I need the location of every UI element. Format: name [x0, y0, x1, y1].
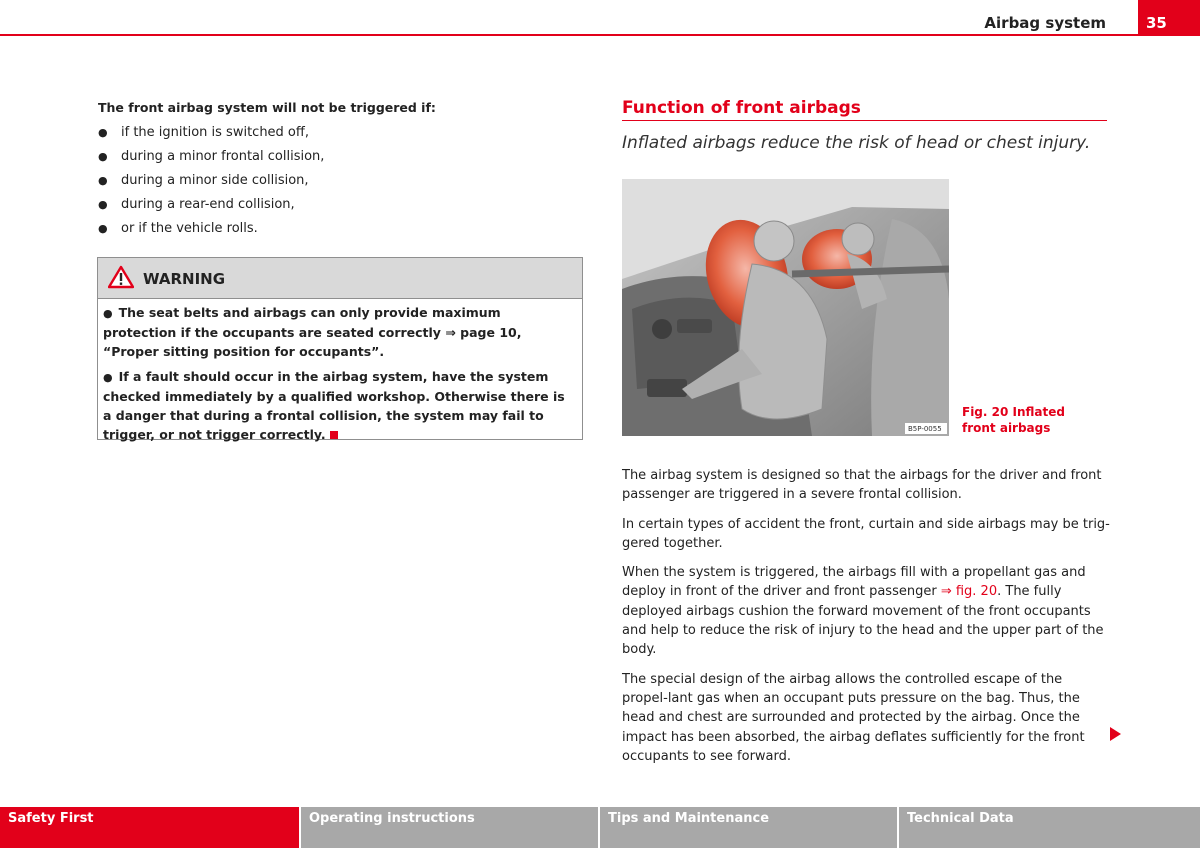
- list-item: ● during a rear-end collision,: [98, 193, 584, 217]
- warning-text: The seat belts and airbags can only provide maximum protection if the occupants are seated correctly: [103, 305, 501, 340]
- warning-body: [98, 299, 582, 444]
- list-item: ● during a minor side collision,: [98, 169, 584, 193]
- tab-label: Technical Data: [907, 811, 1014, 826]
- warning-paragraph: [103, 367, 576, 444]
- warning-box: [97, 257, 583, 440]
- page-header-title: Airbag system: [984, 14, 1106, 32]
- paragraph: [622, 563, 1110, 659]
- tab-label: Tips and Maintenance: [608, 811, 770, 826]
- figure-reference-link[interactable]: ⇒ fig. 20: [940, 584, 998, 600]
- end-marker-icon: [330, 431, 338, 439]
- intro-text: The front airbag system will not be triggered if:: [98, 100, 436, 115]
- airbag-illustration: [622, 179, 949, 436]
- tab-tips-and-maintenance[interactable]: [600, 807, 897, 848]
- section-title: Function of front airbags: [622, 98, 1107, 121]
- tab-label: Operating instructions: [309, 811, 475, 826]
- paragraph: The airbag system is designed so that the airbags for the driver and front passenger are triggered in a severe frontal collision.: [622, 468, 1102, 503]
- list-item: ● or if the vehicle rolls.: [98, 217, 584, 241]
- arrow-icon: ⇒: [445, 325, 456, 340]
- warning-text: If a fault should occur in the airbag system, have the system checked immediately by a qualified workshop. Otherwise there is a danger that during a frontal collision, the system may fail to trigger, or not trigger correctly.: [103, 369, 565, 442]
- list-item: ● if the ignition is switched off,: [98, 121, 584, 145]
- right-column: [622, 98, 1107, 153]
- page-number-box: [1138, 0, 1200, 36]
- footer-nav: [0, 807, 1200, 848]
- bullet-icon: ●: [103, 371, 113, 384]
- page-reference-link[interactable]: page 10, “Proper sitting position for occupants”.: [103, 325, 522, 359]
- section-subtitle: Inflated airbags reduce the risk of head or chest injury.: [622, 133, 1091, 153]
- warning-title: WARNING: [143, 270, 226, 288]
- next-page-arrow-icon[interactable]: [1110, 727, 1121, 741]
- paragraph: In certain types of accident the front, curtain and side airbags may be trig-gered together.: [622, 516, 1110, 551]
- figure-caption: Fig. 20 Inflated front airbags: [962, 405, 1065, 435]
- tab-safety-first[interactable]: [0, 807, 299, 848]
- left-column: [98, 100, 584, 241]
- paragraph: The special design of the airbag allows the controlled escape of the propel-lant gas when an occupant puts pressure on the bag. Thus, the head and chest are surrounded and protected by the airbag. Once the impact has been absorbed, the airbag deflates sufficiently for the front occupants to see forward.: [622, 671, 1085, 764]
- warning-header: [98, 258, 582, 299]
- page-number: 35: [1146, 14, 1167, 32]
- tab-label: Safety First: [8, 811, 94, 826]
- warning-triangle-icon: [108, 265, 134, 289]
- tab-technical-data[interactable]: [899, 807, 1200, 848]
- bullet-icon: ●: [103, 307, 113, 320]
- figure-code: B5P-0055: [908, 425, 942, 433]
- bullet-list: [98, 121, 584, 241]
- tab-operating-instructions[interactable]: [301, 807, 598, 848]
- warning-paragraph: [103, 303, 576, 361]
- header-rule: [0, 34, 1138, 36]
- paragraph-text: When the system is triggered, the airbags fill with a propellant gas and deploy in front of the driver and front passenger: [622, 565, 1086, 600]
- list-item: ● during a minor frontal collision,: [98, 145, 584, 169]
- body-text: [622, 466, 1110, 776]
- paragraph-text: . The fully deployed airbags cushion the forward movement of the front occupants and help to reduce the risk of injury to the head and the upper part of the body.: [622, 584, 1104, 658]
- airbag-illustration-icon: [622, 179, 949, 436]
